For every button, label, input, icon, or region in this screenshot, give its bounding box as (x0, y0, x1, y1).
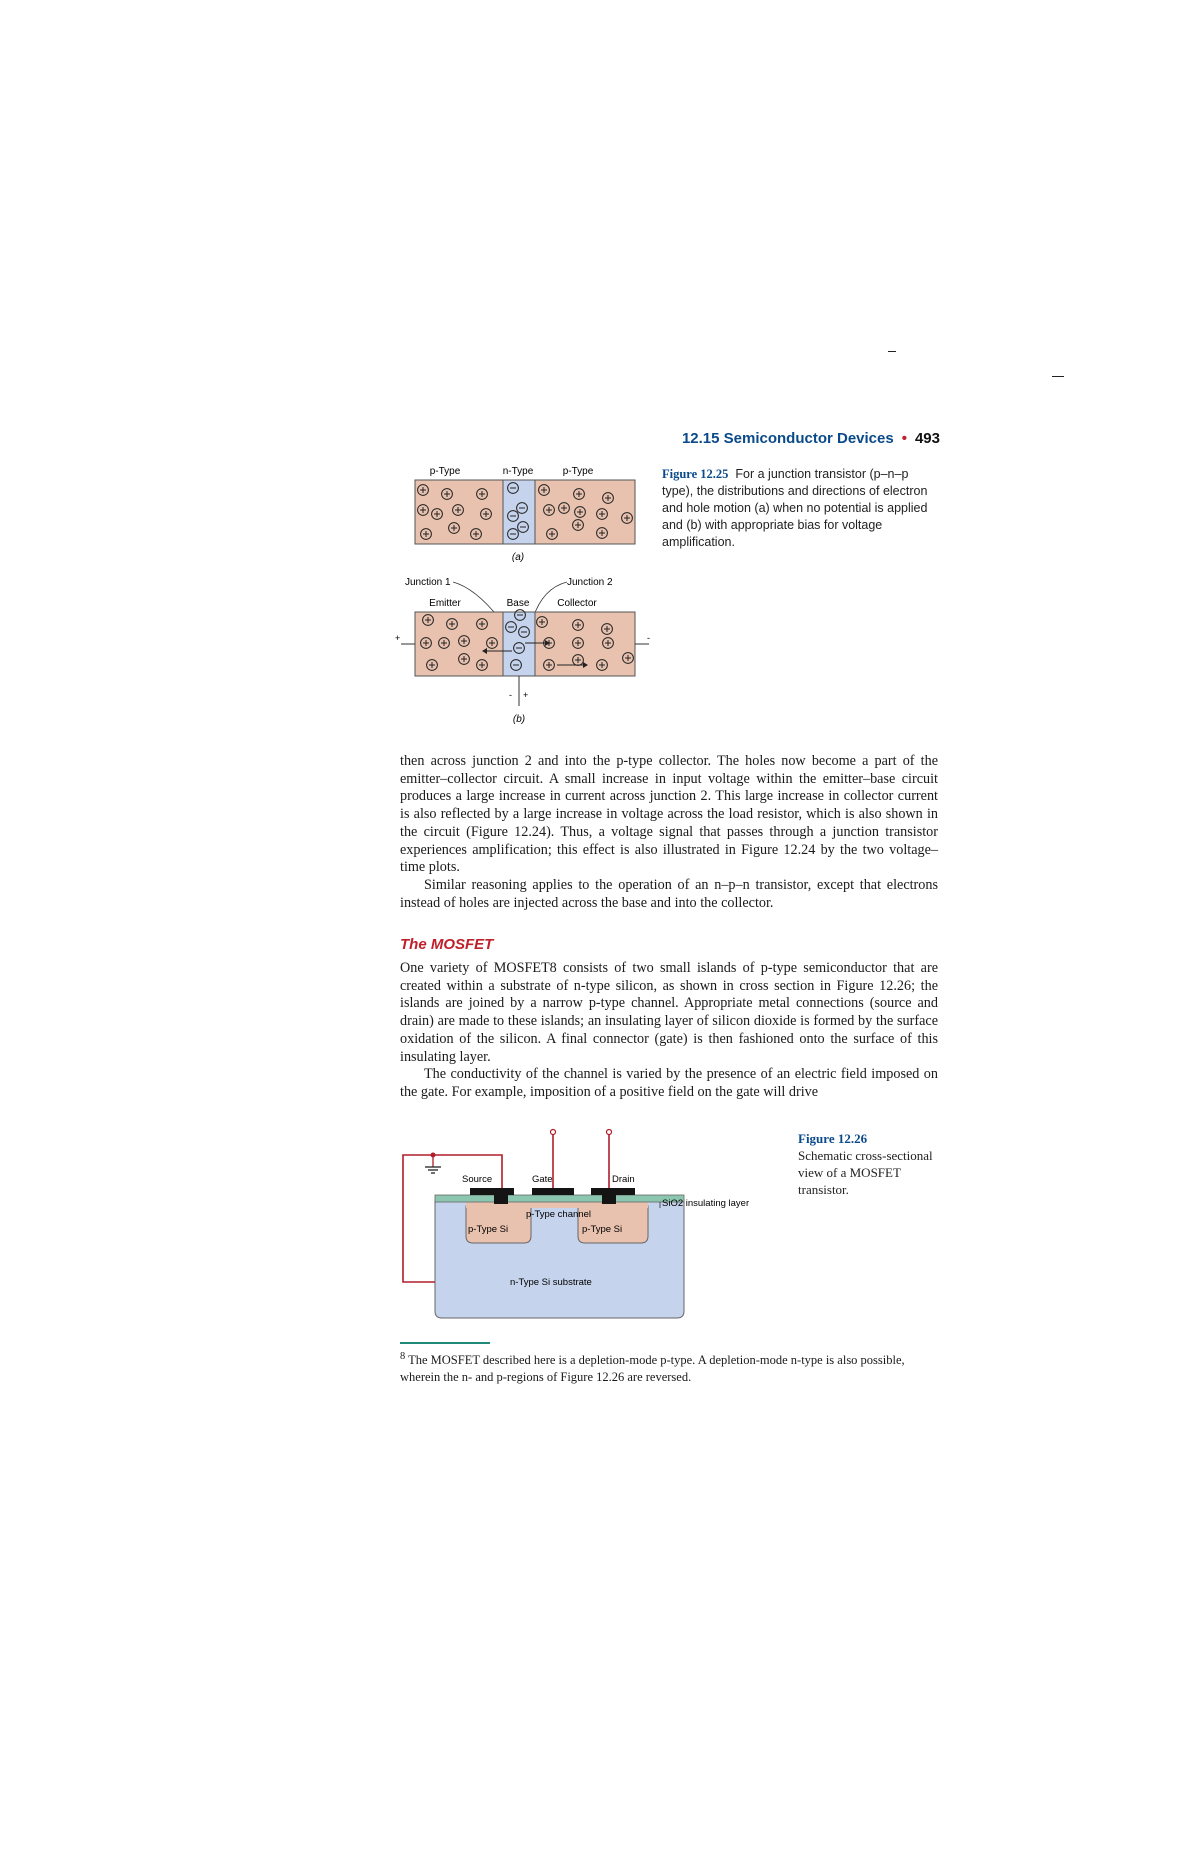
figure-12-26-caption-text: Schematic cross-sectional view of a MOSFET transistor. (798, 1148, 933, 1197)
label-emitter: Emitter (429, 598, 461, 609)
label-junction-2: Junction 2 (567, 577, 613, 588)
drain-plug (602, 1188, 616, 1204)
section-title-header: 12.15 Semiconductor Devices (681, 430, 894, 447)
base-region (503, 612, 535, 676)
ground-icon (425, 1167, 441, 1173)
label-part-a: (a) (511, 552, 525, 563)
label-gate: Gate (532, 1174, 553, 1185)
base-terminal-plus: + (523, 690, 529, 700)
label-drain: Drain (612, 1174, 635, 1185)
label-collector: Collector (557, 598, 597, 609)
crop-mark-right (1052, 376, 1064, 377)
label-p-si-right: p-Type Si (582, 1224, 623, 1235)
collector-terminal-minus: - (647, 633, 650, 643)
label-junction-1: Junction 1 (405, 577, 451, 588)
mosfet-text-block (400, 960, 938, 1102)
page-number: 493 (914, 430, 940, 447)
label-p-si-left: p-Type Si (468, 1224, 509, 1235)
gate-terminal (551, 1130, 556, 1135)
crop-mark-top (888, 351, 896, 352)
gate-contact (532, 1188, 574, 1195)
label-part-b: (b) (512, 714, 526, 725)
emitter-terminal-plus: + (395, 633, 401, 643)
figure-12-25-caption-text: For a junction transistor (p–n–p type), the distributions and directions of electron and hole motion (a) when no potential is applied and (b) with appropriate bias for voltage amplification. (662, 467, 928, 549)
label-p-type-right: p-Type (562, 466, 594, 477)
section-heading-mosfet: The MOSFET (400, 936, 494, 953)
mosfet-paragraph-2: The conductivity of the channel is varied by the presence of an electric field imposed on the gate. For example, imposition of a positive field on the gate will drive (400, 1066, 938, 1100)
paragraph-2: Similar reasoning applies to the operation of an n–p–n transistor, except that electrons instead of holes are injected across the base and into the collector. (400, 876, 938, 911)
footnote-text: The MOSFET described here is a depletion-mode p-type. A depletion-mode n-type is also possible, wherein the n- and p-regions of Figure 12.26 are reversed. (400, 1353, 905, 1385)
figure-12-26-label: Figure 12.26 (798, 1131, 868, 1146)
figure-12-25-caption (662, 466, 940, 551)
label-base: Base (506, 598, 530, 609)
source-plug (494, 1188, 508, 1204)
oxide-layer (435, 1195, 684, 1202)
mosfet-paragraph-1: One variety of MOSFET8 consists of two small islands of p-type semiconductor that are created within a substrate of n-type silicon, as shown in cross section in Figure 12.26; the islands are joined by a narrow p-type channel. Appropriate metal connections (source and drain) are made to these islands; an insulating layer of silicon dioxide is formed by the surface oxidation of the silicon. A final connector (gate) is then fashioned onto the surface of this insulating layer. (400, 960, 938, 1065)
paragraph-1: then across junction 2 and into the p-type collector. The holes now become a part of the emitter–collector circuit. A small increase in input voltage within the emitter–base circuit produces a large increase in current across junction 2. This large increase in collector current is also reflected by a large increase in voltage across the load resistor, which is also shown in the circuit (Figure 12.24). Thus, a voltage signal that passes through a junction transistor experiences amplification; this effect is also illustrated in Figure 12.24 by the two voltage–time plots. (400, 753, 938, 876)
bullet-icon: • (901, 430, 907, 447)
figure-12-25 (395, 460, 655, 725)
figure-12-26-caption (798, 1130, 933, 1198)
drain-terminal (607, 1130, 612, 1135)
footnote-rule (400, 1342, 490, 1344)
running-header (680, 430, 940, 447)
base-terminal-minus: - (509, 690, 512, 700)
label-oxide: SiO2 insulating layer (662, 1198, 750, 1209)
label-n-type: n-Type (502, 466, 534, 477)
body-text-block (400, 753, 938, 912)
footnote (400, 1348, 938, 1386)
figure-12-25-label: Figure 12.25 (662, 467, 729, 481)
footnote-marker: 8 (400, 1351, 406, 1362)
label-source: Source (462, 1174, 493, 1185)
label-p-type-left: p-Type (429, 466, 461, 477)
figure-12-26 (398, 1125, 793, 1325)
label-substrate: n-Type Si substrate (510, 1277, 592, 1288)
label-channel: p-Type channel (526, 1209, 591, 1220)
